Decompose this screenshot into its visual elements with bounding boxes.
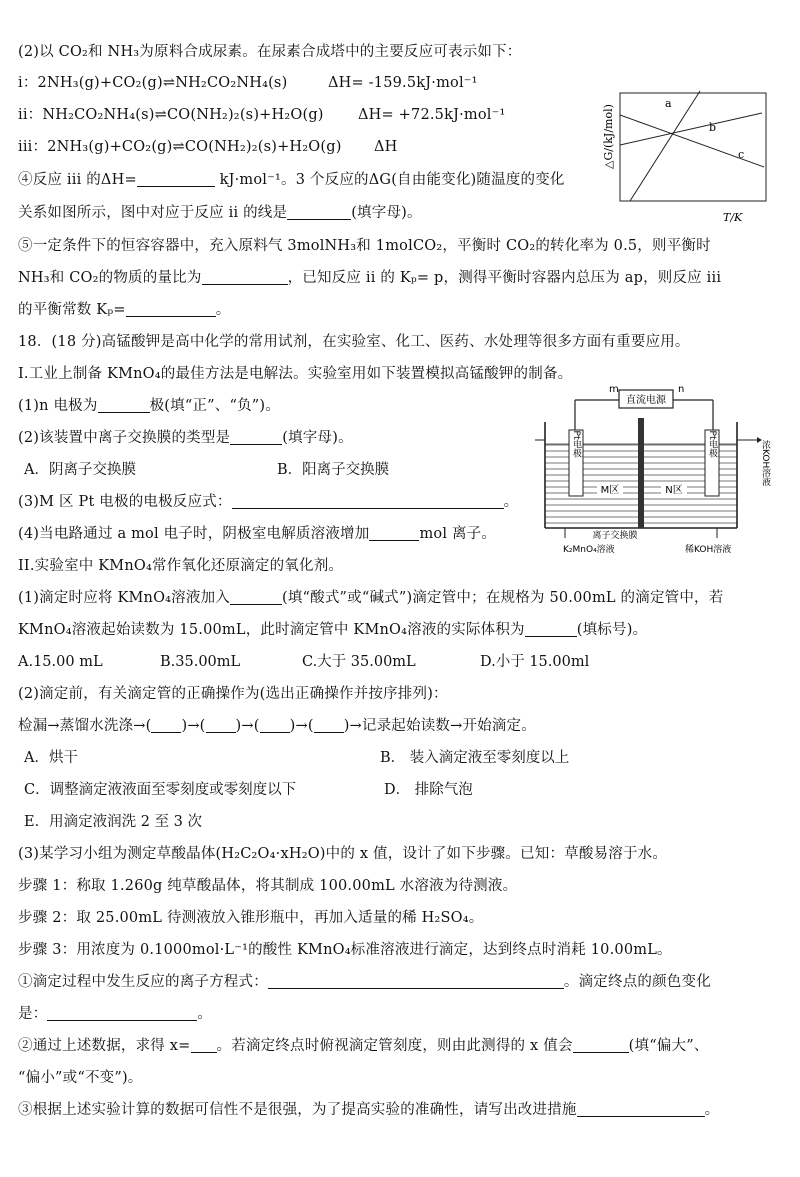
answer-blank-step-3[interactable]	[260, 717, 290, 733]
terminal-m-label: m	[609, 384, 619, 395]
q18-1: (1)n 电极为 极(填“正”、“负”)。	[18, 398, 280, 414]
reaction-ii-enthalpy: ΔH= +72.5kJ·mol⁻¹	[358, 107, 506, 123]
answer-blank-improvement[interactable]	[577, 1101, 705, 1117]
svg-text:Pt电极: Pt电极	[571, 430, 581, 458]
titration-1-line2: KMnO₄溶液起始读数为 15.00mL，此时滴定管中 KMnO₄溶液的实际体积为 (填标号)。	[18, 622, 648, 638]
reaction-i-enthalpy: ΔH= -159.5kJ·mol⁻¹	[328, 75, 478, 91]
electrolysis-apparatus-diagram	[535, 382, 797, 558]
titration-2-sequence: 检漏→蒸馏水洗涤→( )→( )→( )→( )→记录起始读数→开始滴定。	[18, 718, 536, 734]
graph-x-axis-label: T/K	[723, 211, 743, 224]
question-5-line2: NH₃和 CO₂的物质的量比为 ，已知反应 ii 的 Kₚ= p，测得平衡时容器内总压为 ap，则反应 iii	[18, 270, 722, 286]
titration-3-prompt: (3)某学习小组为测定草酸晶体(H₂C₂O₄·xH₂O)中的 x 值，设计了如下步骤。已知：草酸易溶于水。	[18, 846, 668, 862]
answer-blank-ionic-equation[interactable]	[268, 973, 564, 989]
step-1: 步骤 1：称取 1.260g 纯草酸晶体，将其制成 100.00mL 水溶液为待测液。	[18, 878, 518, 894]
svg-text:Pt电极: Pt电极	[707, 430, 717, 458]
answer-blank-line-ii[interactable]	[287, 204, 351, 220]
question-4-line1: ④反应 iii 的ΔH= kJ·mol⁻¹。3 个反应的ΔG(自由能变化)随温度的变化	[18, 172, 565, 188]
answer-blank-step-2[interactable]	[206, 717, 236, 733]
answer-blank-burette-type[interactable]	[230, 589, 282, 605]
answer-blank-step-1[interactable]	[151, 717, 181, 733]
q18-3: (3)M 区 Pt 电极的电极反应式： 。	[18, 494, 519, 510]
q18-4: (4)当电路通过 a mol 电子时，阴极室电解质溶液增加 mol 离子。	[18, 526, 497, 542]
titration-1-line1: (1)滴定时应将 KMnO₄溶液加入 (填“酸式”或“碱式”)滴定管中；在规格为 50.00mL 的滴定管中，若	[18, 590, 724, 606]
sub-question-1-line2: 是： 。	[18, 1006, 213, 1022]
sub-question-2-line1: ②通过上述数据，求得 x= 。若滴定终点时俯视滴定管刻度，则由此测得的 x 值会 (填“偏大”、	[18, 1038, 709, 1054]
step-option-e: E．用滴定液润洗 2 至 3 次	[24, 814, 202, 830]
answer-blank-step-4[interactable]	[314, 717, 344, 733]
answer-blank-volume[interactable]	[525, 621, 577, 637]
delta-g-temperature-graph	[592, 85, 782, 230]
step-option-b: B． 装入滴定液至零刻度以上	[380, 750, 570, 766]
answer-blank-kp[interactable]	[126, 301, 216, 317]
step-option-d: D． 排除气泡	[384, 782, 473, 798]
answer-blank-color-change[interactable]	[47, 1005, 197, 1021]
graph-label-b: b	[709, 121, 717, 134]
option-b: B.35.00mL	[160, 654, 241, 670]
option-cation-membrane: B．阳离子交换膜	[277, 462, 390, 478]
question-5-line3: 的平衡常数 Kₚ= 。	[18, 302, 231, 318]
question-4-line2: 关系如图所示，图中对应于反应 ii 的线是 (填字母)。	[18, 205, 422, 221]
option-c: C.大于 35.00mL	[302, 654, 416, 670]
graph-y-axis-label: △G/(kJ/mol)	[602, 104, 615, 169]
graph-label-a: a	[665, 97, 672, 110]
sub-question-3: ③根据上述实验计算的数据可信性不是很强，为了提高实验的准确性，请写出改进措施 。	[18, 1102, 720, 1118]
answer-blank-electrode-reaction[interactable]	[232, 493, 504, 509]
step-option-c: C．调整滴定液液面至零刻度或零刻度以下	[24, 782, 297, 798]
answer-blank-electrode[interactable]	[98, 397, 150, 413]
answer-blank-x[interactable]	[191, 1037, 217, 1053]
reaction-iii-equation: iii：2NH₃(g)+CO₂(g)⇌CO(NH₂)₂(s)+H₂O(g)	[18, 139, 342, 155]
answer-blank-ions[interactable]	[369, 525, 419, 541]
answer-blank-membrane[interactable]	[230, 429, 282, 445]
reaction-ii	[18, 105, 506, 125]
reaction-iii-enthalpy: ΔH	[374, 139, 398, 155]
reaction-i	[18, 73, 478, 93]
option-anion-membrane: A．阴离子交换膜	[24, 462, 136, 478]
answer-blank-ratio[interactable]	[202, 269, 288, 285]
ion-exchange-membrane	[638, 418, 644, 528]
reaction-i-equation: i：2NH₃(g)+CO₂(g)⇌NH₂CO₂NH₄(s)	[18, 75, 288, 91]
graph-label-c: c	[738, 148, 745, 161]
reaction-iii	[18, 137, 398, 157]
dilute-koh-label: 稀KOH溶液	[685, 545, 732, 555]
terminal-n-label: n	[678, 384, 685, 395]
titration-2-prompt: (2)滴定前，有关滴定管的正确操作为(选出正确操作并按序排列)：	[18, 686, 448, 702]
concentrated-koh-label: 浓KOH溶液	[760, 440, 770, 487]
reaction-ii-equation: ii：NH₂CO₂NH₄(s)⇌CO(NH₂)₂(s)+H₂O(g)	[18, 107, 324, 123]
q17-intro: (2)以 CO₂和 NH₃为原料合成尿素。在尿素合成塔中的主要反应可表示如下：	[18, 44, 522, 60]
n-zone-label: N区	[665, 485, 683, 496]
option-a: A.15.00 mL	[18, 654, 103, 670]
k2mno4-solution-label: K₂MnO₄溶液	[563, 545, 615, 555]
q18-title: 18．(18 分)高锰酸钾是高中化学的常用试剂，在实验室、化工、医药、水处理等很多方面有重要应用。	[18, 334, 690, 350]
step-option-a: A．烘干	[24, 750, 78, 766]
answer-blank-dh[interactable]	[137, 171, 215, 187]
m-zone-label: M区	[600, 485, 620, 496]
membrane-label: 离子交换膜	[592, 531, 638, 541]
question-5-line1: ⑤一定条件下的恒容容器中，充入原料气 3molNH₃和 1molCO₂，平衡时 CO₂的转化率为 0.5，则平衡时	[18, 238, 711, 254]
sub-question-1-line1: ①滴定过程中发生反应的离子方程式： 。滴定终点的颜色变化	[18, 974, 711, 990]
svg-text:直流电源: 直流电源	[626, 395, 666, 406]
step-3: 步骤 3：用浓度为 0.1000mol·L⁻¹的酸性 KMnO₄标准溶液进行滴定，达到终点时消耗 10.00mL。	[18, 942, 672, 958]
option-d: D.小于 15.00ml	[480, 654, 590, 670]
section-1-intro: I.工业上制备 KMnO₄的最佳方法是电解法。实验室用如下装置模拟高锰酸钾的制备。	[18, 366, 573, 382]
section-2-intro: II.实验室中 KMnO₄常作氧化还原滴定的氧化剂。	[18, 558, 344, 574]
q18-2: (2)该装置中离子交换膜的类型是 (填字母)。	[18, 430, 353, 446]
sub-question-2-line2: “偏小”或“不变”)。	[18, 1070, 143, 1086]
step-2: 步骤 2：取 25.00mL 待测液放入锥形瓶中，再加入适量的稀 H₂SO₄。	[18, 910, 484, 926]
answer-blank-error[interactable]	[573, 1037, 629, 1053]
